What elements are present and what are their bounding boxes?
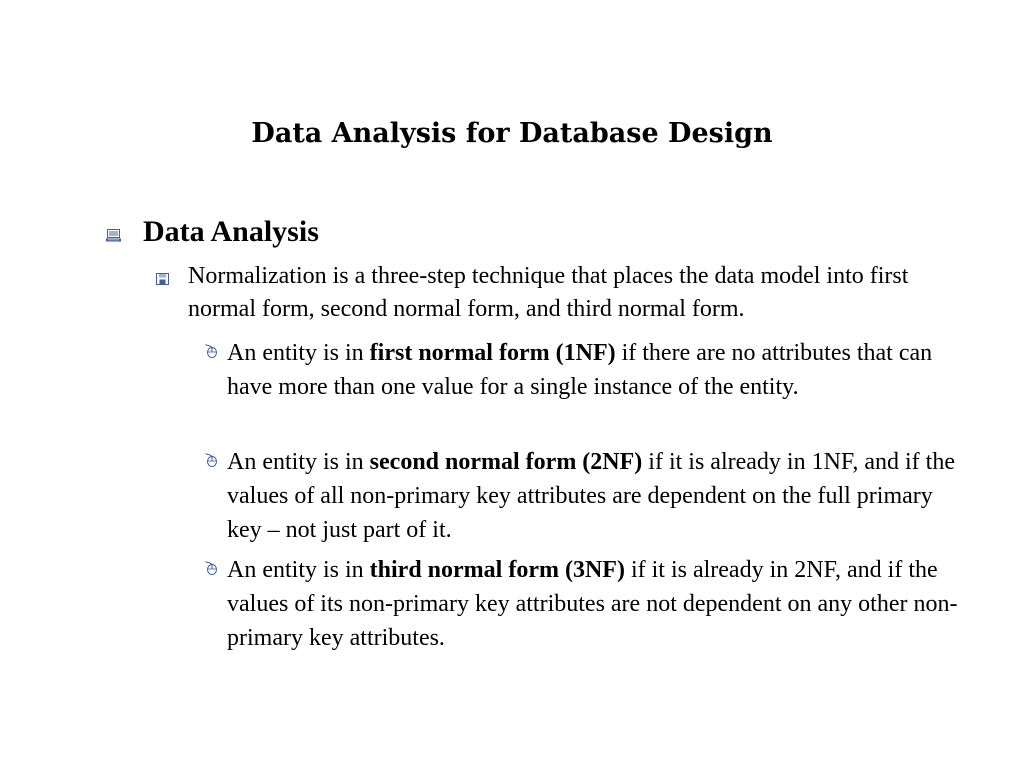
bullet-level3-text-1nf: An entity is in first normal form (1NF) if there are no attributes that can have more than one value for a single instance of the entity. [227,340,933,400]
term-3nf: third normal form (3NF) [369,557,625,583]
mouse-icon [204,344,218,358]
computer-icon [106,229,121,242]
term-1nf: first normal form (1NF) [369,340,616,366]
slide-title: Data Analysis for Database Design [251,118,773,149]
mouse-icon [204,453,218,467]
mouse-icon [204,561,218,575]
floppy-disk-icon [156,273,169,285]
bullet-level3-text-3nf: An entity is in third normal form (3NF) if it is already in 2NF, and if the values of its non-primary key attributes are not dependent on any other non-primary key attributes. [227,557,958,651]
term-2nf: second normal form (2NF) [369,449,643,475]
bullet-level2-text: Normalization is a three-step technique that places the data model into first normal form, second normal form, and third normal form. [188,263,909,322]
bullet-level3-text-2nf: An entity is in second normal form (2NF) if it is already in 1NF, and if the values of all non-primary key attributes are dependent on the full primary key – not just part of it. [227,449,955,543]
bullet-level1-text: Data Analysis [143,215,319,248]
